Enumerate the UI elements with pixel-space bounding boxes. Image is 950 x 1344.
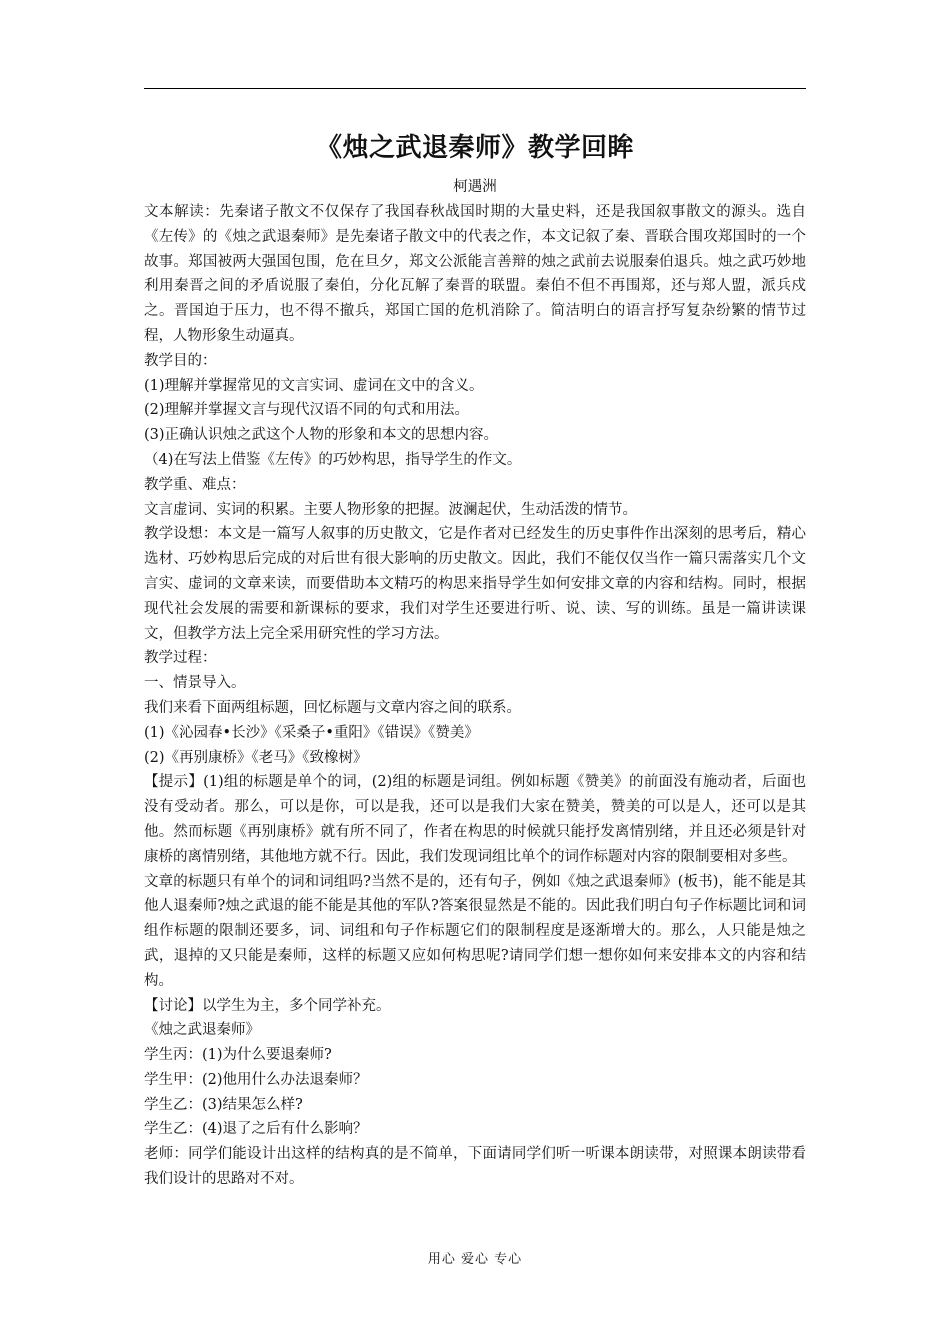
paragraph-teacher-remark: 老师：同学们能设计出这样的结构真的是不简单，下面请同学们听一听课本朗读带，对照课本朗读带看我们设计的思路对不对。 [144,1146,806,1188]
goal-item-1: (1)理解并掌握常见的文言实词、虚词在文中的含义。 [144,377,484,394]
paragraph-lesson-title: 《烛之武退秦师》 [144,1022,260,1039]
header-rule [144,88,806,89]
heading-teaching-goals: 教学目的： [144,352,217,369]
title-group-2: (2)《再别康桥》《老马》《致橡树》 [144,749,368,766]
paragraph-text-analysis: 文本解读：先秦诸子散文不仅保存了我国春秋战国时期的大量史料，还是我国叙事散文的源头。选自《左传》的《烛之武退秦师》是先秦诸子散文中的代表之作，本文记叙了秦、晋联合围攻郑国时的一个故事。郑国被两大强国包围，危在旦夕，郑文公派能言善辩的烛之武前去说服秦伯退兵。烛之武巧妙地利用秦晋之间的矛盾说服了秦伯，分化瓦解了秦晋的联盟。秦伯不但不再围郑，还与郑人盟，派兵戍之。晋国迫于压力，也不得不撤兵，郑国亡国的危机消除了。简洁明白的语言抒写复杂纷繁的情节过程，人物形象生动逼真。 [144,204,806,344]
goal-item-3: (3)正确认识烛之武这个人物的形象和本文的思想内容。 [144,427,499,444]
goal-item-4: （4)在写法上借鉴《左传》的巧妙构思，指导学生的作文。 [144,451,522,468]
paragraph-key-points: 文言虚词、实词的积累。主要人物形象的把握。波澜起伏，生动活泼的情节。 [144,501,637,518]
student-question-3: 学生乙：(3)结果怎么样? [144,1096,303,1113]
goal-item-2: (2)理解并掌握文言与现代汉语不同的句式和用法。 [144,402,470,419]
document-body [144,200,806,1192]
paragraph-hint: 【提示】(1)组的标题是单个的词，(2)组的标题是词组。例如标题《赞美》的前面没有施动者，后面也没有受动者。那么，可以是你，可以是我，还可以是我们大家在赞美，赞美的可以是人，还可以是其他。然而标题《再别康桥》就有所不同了，作者在构思的时候就只能抒发离情别绪，并且还必须是针对康桥的离情别绪，其他地方就不行。因此，我们发现词组比单个的词作标题对内容的限制要相对多些。 [144,774,806,865]
paragraph-sentence-titles: 文章的标题只有单个的词和词组吗?当然不是的，还有句子，例如《烛之武退秦师》(板书)，能不能是其他人退秦师?烛之武退的能不能是其他的军队?答案很显然是不能的。因此我们明白句子作标题比词和词组作标题的限制还要多，词、词组和句子作标题它们的限制程度是逐渐增大的。那么，人只能是烛之武，退掉的又只能是秦师，这样的标题又应如何构思呢?请同学们想一想你如何来安排本文的内容和结构。 [144,873,806,989]
title-group-1: (1)《沁园春•长沙》《采桑子•重阳》《错误》《赞美》 [144,724,479,741]
heading-teaching-process: 教学过程： [144,650,217,667]
page-footer: 用心 爱心 专心 [427,1252,523,1267]
student-question-1: 学生丙：(1)为什么要退秦师? [144,1047,332,1064]
student-question-2: 学生甲：(2)他用什么办法退秦师？ [144,1071,368,1088]
paragraph-discussion: 【讨论】以学生为主，多个同学补充。 [144,997,391,1014]
document-title: 《烛之武退秦师》教学回眸 [315,133,634,163]
student-question-4: 学生乙：(4)退了之后有什么影响？ [144,1121,368,1138]
paragraph-title-groups: 我们来看下面两组标题，回忆标题与文章内容之间的联系。 [144,699,521,716]
document-author: 柯遇洲 [453,179,497,195]
section-introduction: 一、情景导入。 [144,675,246,692]
paragraph-teaching-plan: 教学设想：本文是一篇写人叙事的历史散文，它是作者对已经发生的历史事件作出深刻的思考后，精心选材、巧妙构思后完成的对后世有很大影响的历史散文。因此，我们不能仅仅当作一篇只需落实几个文言实、虚词的文章来读，而要借助本文精巧的构思来指导学生如何安排文章的内容和结构。同时，根据现代社会发展的需要和新课标的要求，我们对学生还要进行听、说、读、写的训练。虽是一篇讲读课文，但教学方法上完全采用研究性的学习方法。 [144,526,806,642]
heading-key-points: 教学重、难点： [144,476,246,493]
